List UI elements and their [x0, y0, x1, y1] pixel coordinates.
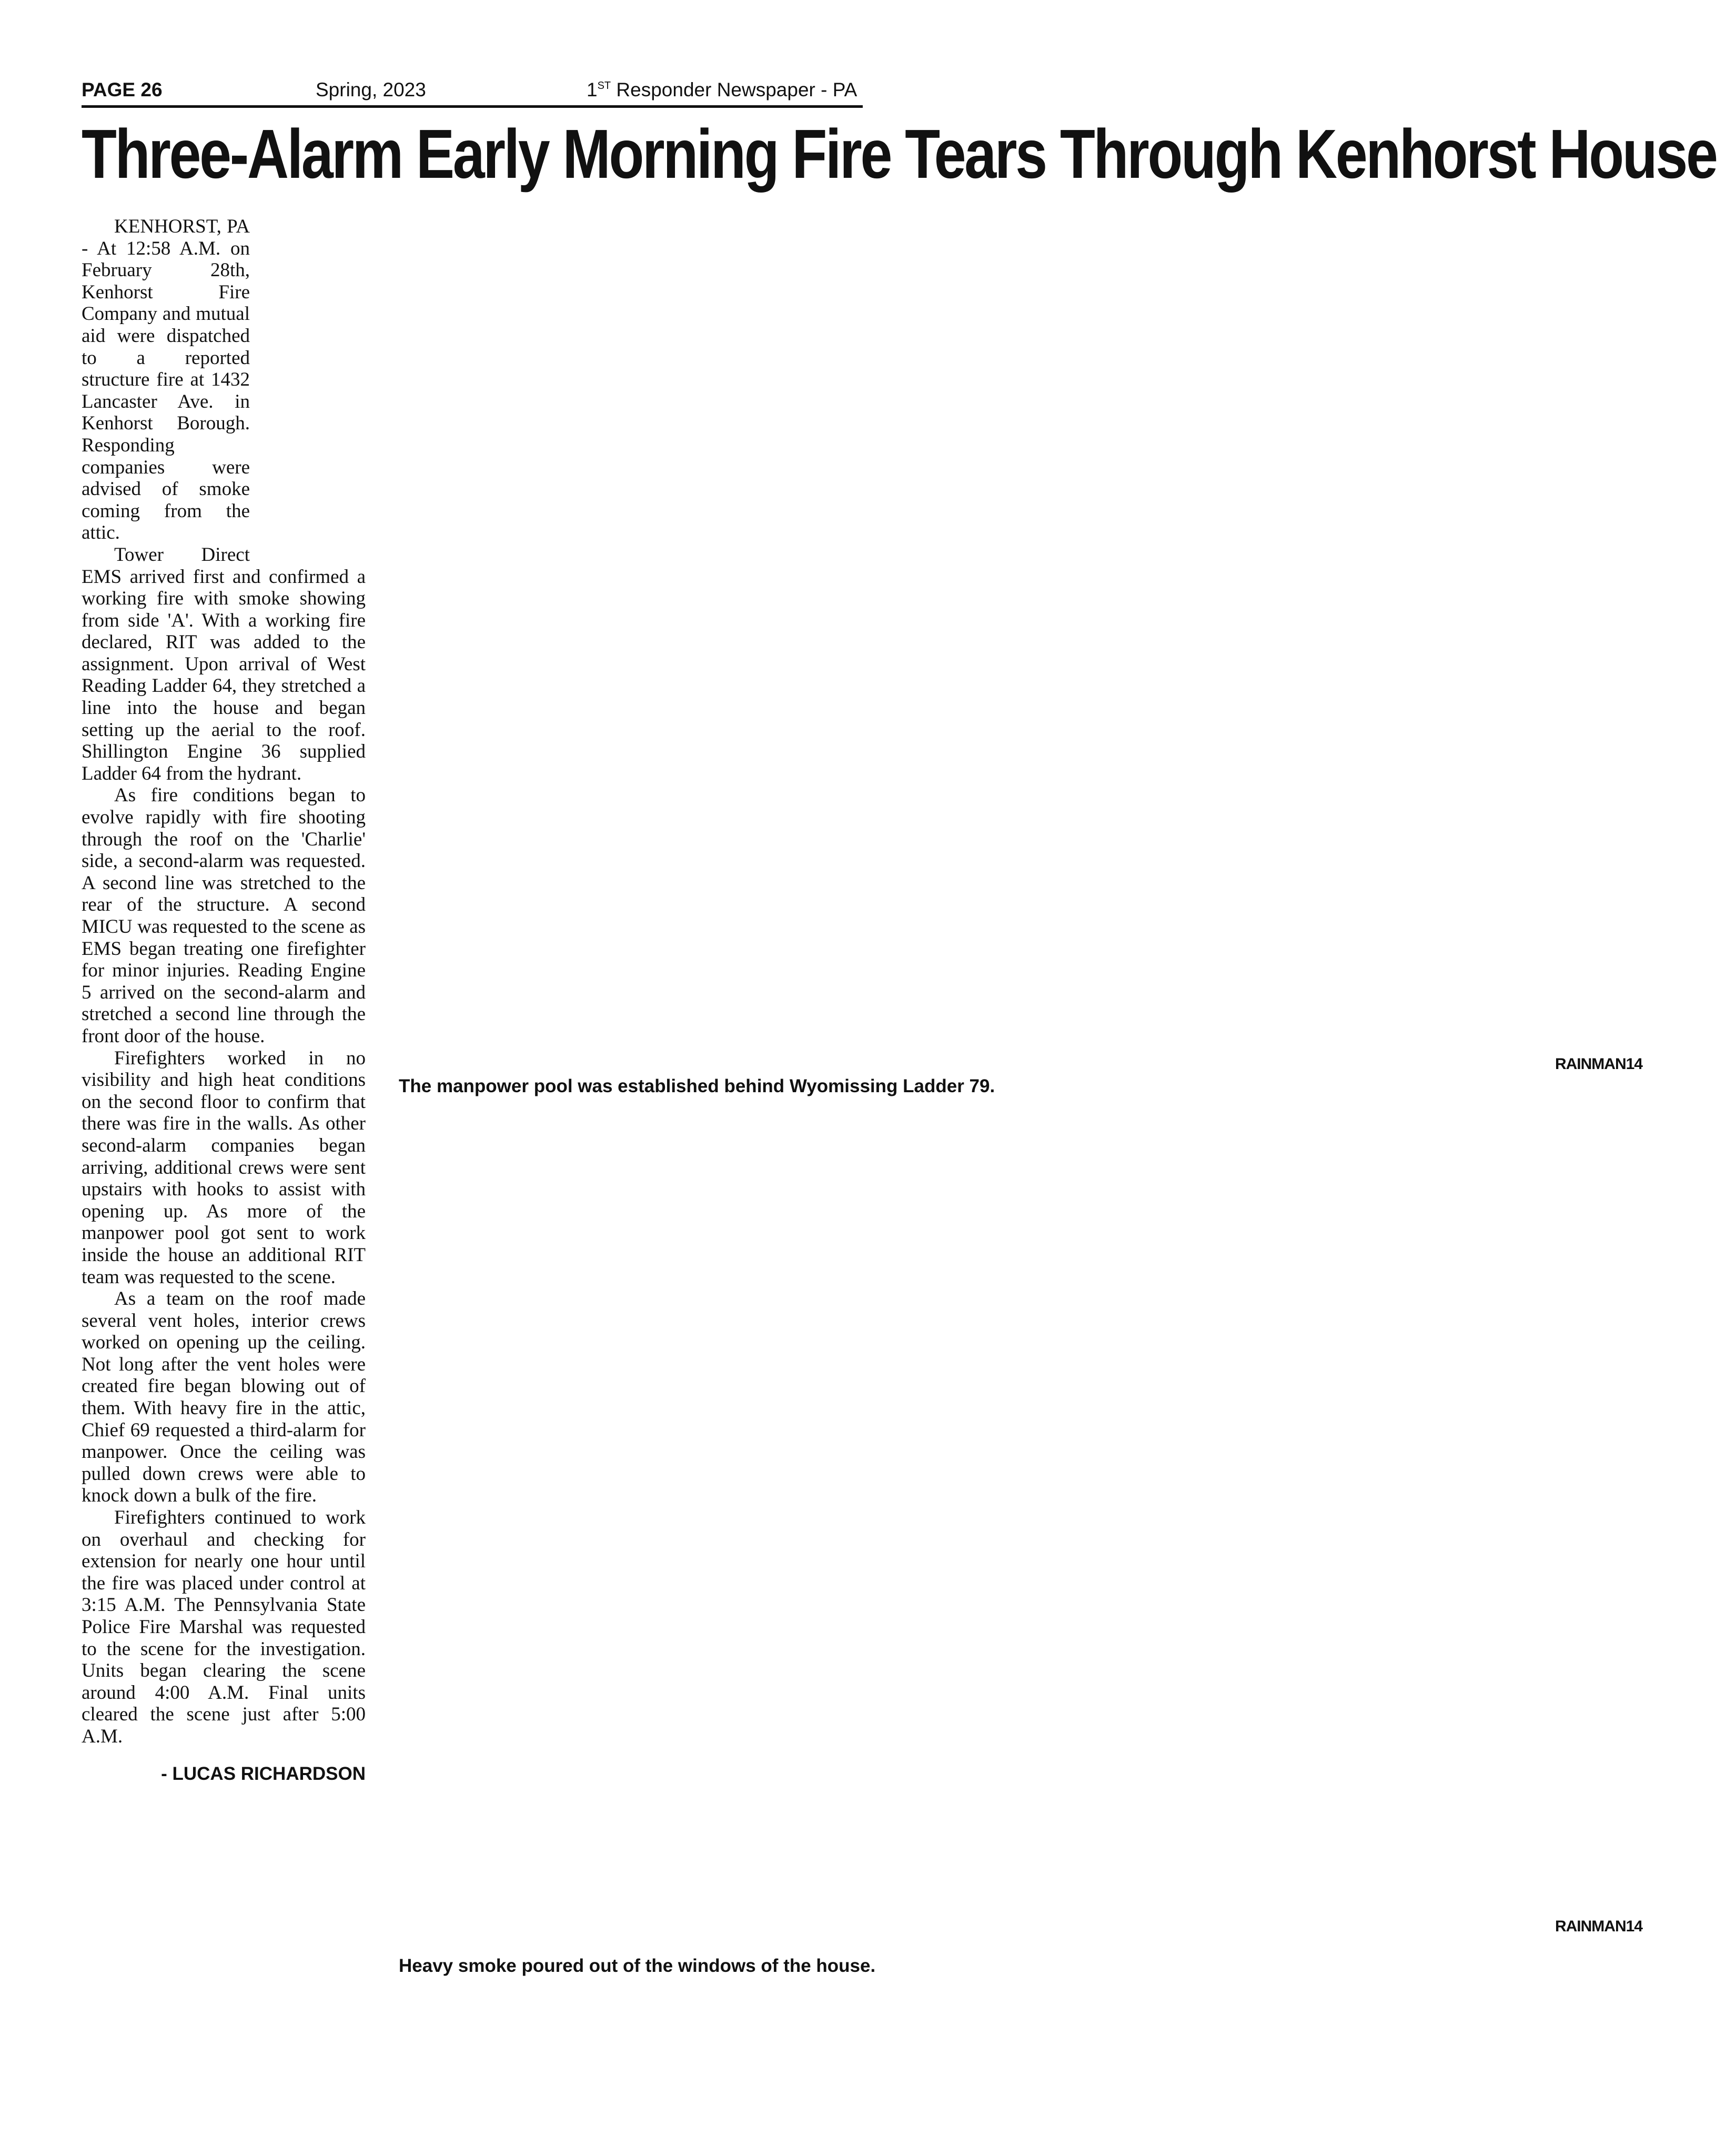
photo-ladder: [399, 216, 1643, 1057]
article-paragraph: As a team on the roof made several vent holes, interior crews worked on opening up the ceiling. Not long after the vent holes were created fire began blowing out of them. With heavy fire in the attic, Chief 69 requested a third-alarm for manpower. Once the ceiling was pulled down crews were able to knock down a bulk of the fire.: [82, 1288, 366, 1507]
byline: - LUCAS RICHARDSON: [161, 1764, 366, 1784]
newspaper-name-prefix: 1: [587, 79, 598, 100]
article-body: [82, 216, 366, 1752]
page-header: [82, 78, 863, 108]
issue-date: Spring, 2023: [316, 79, 426, 100]
headline: Three-Alarm Early Morning Fire Tears Through Kenhorst House: [82, 115, 1717, 193]
photo-credit: RAINMAN14: [1555, 1918, 1642, 1935]
article-paragraph: Firefighters worked in no visibility and high heat conditions on the second floor to confirm that there was fire in the walls. As other second-alarm companies began arriving, additional crews were sent upstairs with hooks to assist with opening up. As more of the manpower pool got sent to work inside the house an additional RIT team was requested to the scene.: [82, 1047, 366, 1288]
photo-smoke: [399, 1105, 1643, 1910]
photo-credit: RAINMAN14: [1555, 1055, 1642, 1073]
article-paragraph: KENHORST, PA - At 12:58 A.M. on February 28th, Kenhorst Fire Company and mutual aid were dispatched to a reported structure fire at 1432 Lancaster Ave. in Kenhorst Borough. Responding companies were advised of smoke coming from the attic.: [82, 216, 250, 544]
article-inset-space: [250, 329, 366, 566]
photo-caption: The manpower pool was established behind Wyomissing Ladder 79.: [399, 1076, 995, 1096]
photo-caption: Heavy smoke poured out of the windows of the house.: [399, 1956, 876, 1976]
article-paragraph: As fire conditions began to evolve rapidly with fire shooting through the roof on the 'Charlie' side, a second-alarm was requested. A second line was stretched to the rear of the structure. A second MICU was requested to the scene as EMS began treating one firefighter for minor injuries. Reading Engine 5 arrived on the second-alarm and stretched a second line through the front door of the house.: [82, 784, 366, 1047]
page-number: PAGE 26: [82, 79, 163, 100]
article-paragraph: Tower Direct EMS arrived first and confirmed a working fire with smoke showing from side 'A'. With a working fire declared, RIT was added to the assignment. Upon arrival of West Reading Ladder 64, they stretched a line into the house and began setting up the aerial to the roof. Shillington Engine 36 supplied Ladder 64 from the hydrant.: [82, 543, 366, 784]
newspaper-name: [587, 79, 857, 101]
newspaper-name-superscript: ST: [597, 80, 611, 92]
newspaper-name-text: Responder Newspaper - PA: [611, 79, 857, 100]
article-paragraph: Firefighters continued to work on overhaul and checking for extension for nearly one hour until the fire was placed under control at 3:15 A.M. The Pennsylvania State Police Fire Marshal was requested to the scene for the investigation. Units began clearing the scene around 4:00 A.M. Final units cleared the scene just after 5:00 A.M.: [82, 1507, 366, 1747]
